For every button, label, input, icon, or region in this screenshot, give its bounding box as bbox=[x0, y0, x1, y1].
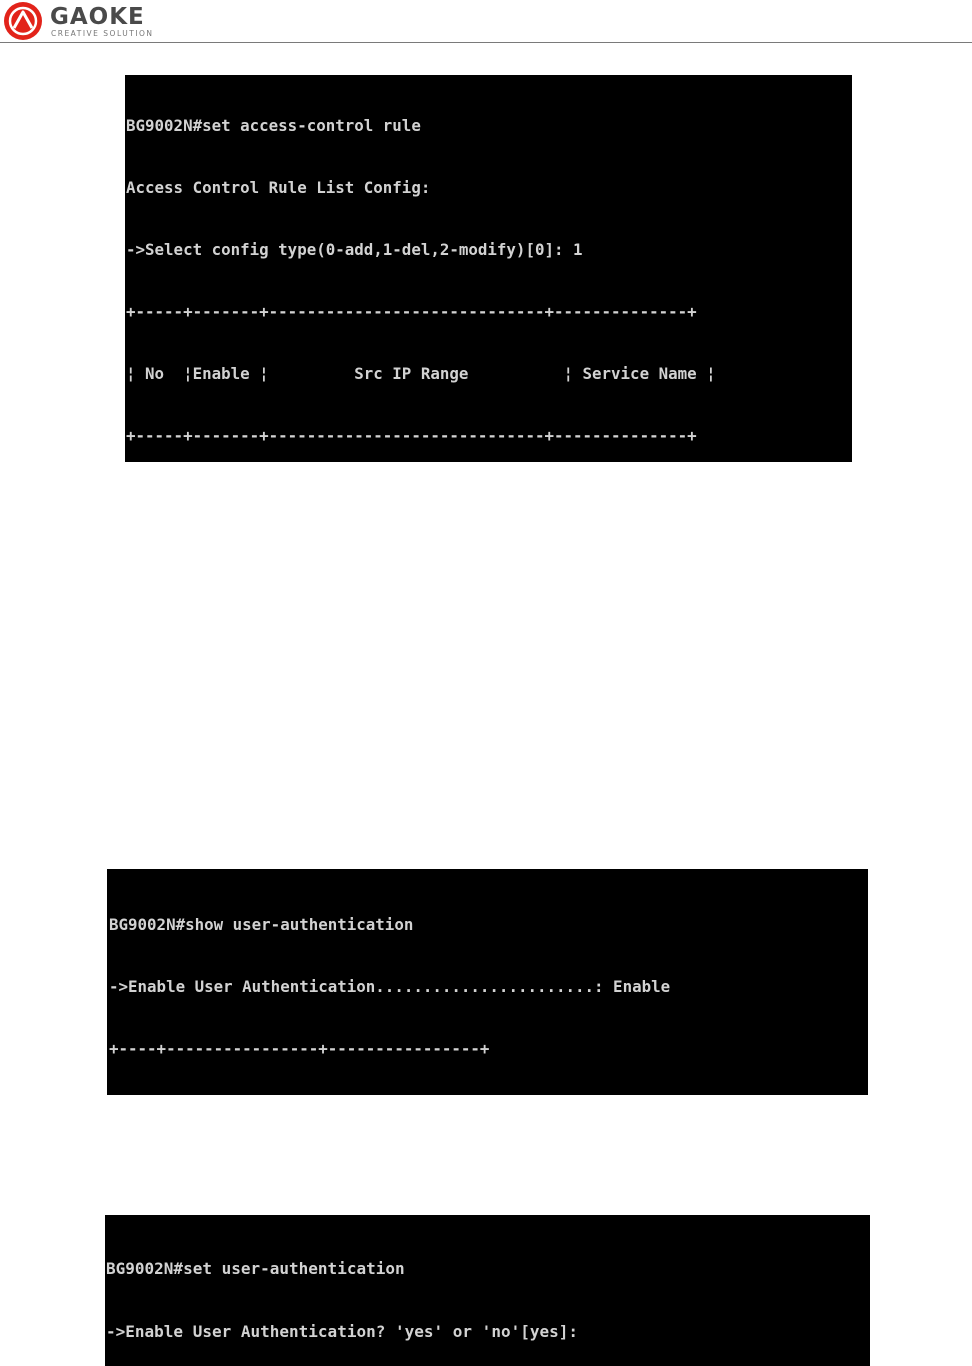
page-header bbox=[0, 0, 972, 44]
terminal-line: BG9002N#set user-authentication bbox=[106, 1259, 405, 1278]
brand-name: GAOKE bbox=[50, 4, 145, 30]
gaoke-logo-icon bbox=[3, 1, 43, 41]
terminal-line: ->Select config type(0-add,1-del,2-modify)[0]: 1 bbox=[126, 240, 583, 259]
brand-tagline: CREATIVE SOLUTION bbox=[51, 29, 154, 38]
terminal-set-user-authentication bbox=[105, 1215, 870, 1366]
table-header-row: ¦ No ¦Enable ¦ Src IP Range ¦ Service Name ¦ bbox=[126, 364, 716, 383]
terminal-show-user-authentication bbox=[107, 869, 868, 1095]
table-border: +-----+-------+-----------------------------+--------------+ bbox=[126, 426, 697, 445]
header-divider bbox=[0, 42, 972, 43]
terminal-access-control-delete bbox=[125, 75, 852, 462]
table-border: +-----+-------+-----------------------------+--------------+ bbox=[126, 302, 697, 321]
terminal-line: ->Enable User Authentication.......................: Enable bbox=[109, 977, 671, 996]
table-border: +----+----------------+----------------+ bbox=[109, 1039, 490, 1058]
terminal-line: ->Enable User Authentication? 'yes' or 'no'[yes]: bbox=[106, 1322, 579, 1341]
terminal-line: BG9002N#show user-authentication bbox=[109, 915, 414, 934]
terminal-line: Access Control Rule List Config: bbox=[126, 178, 431, 197]
terminal-line: BG9002N#set access-control rule bbox=[126, 116, 421, 135]
